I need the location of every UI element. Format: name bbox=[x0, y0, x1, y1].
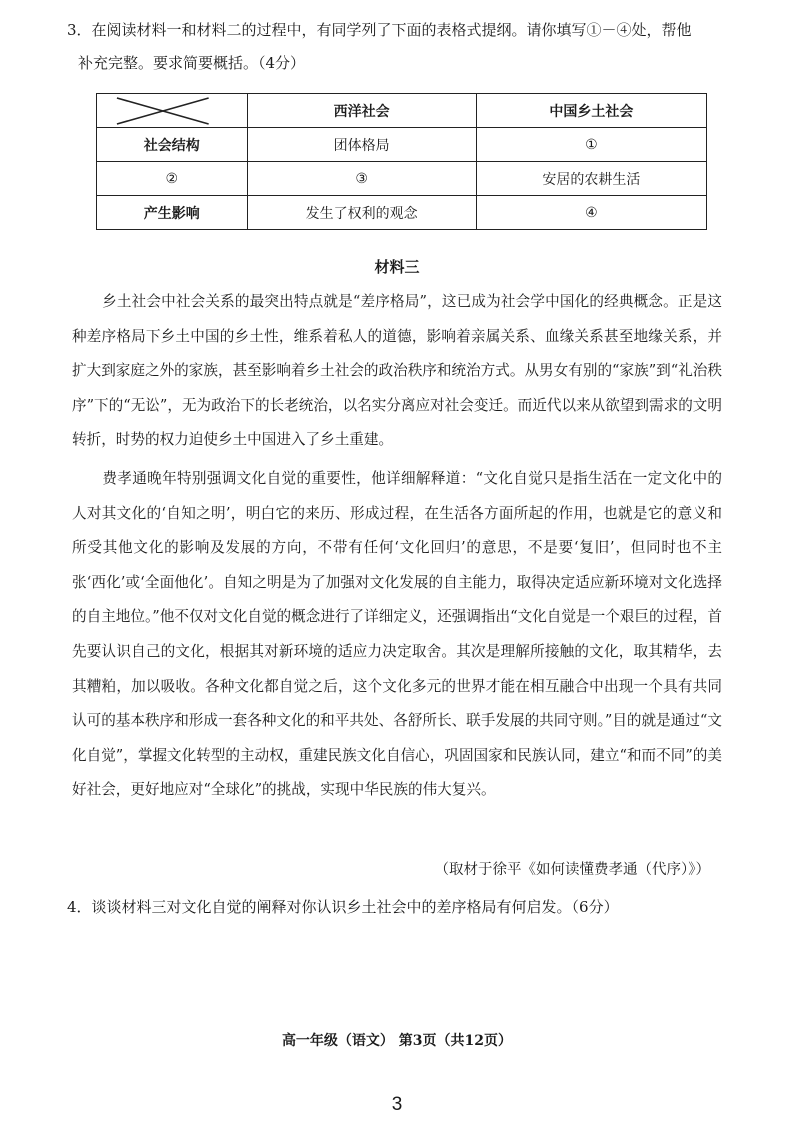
material-3-paragraph-1 bbox=[72, 285, 722, 458]
table-row bbox=[97, 196, 707, 230]
table-header-row bbox=[97, 94, 707, 128]
diagonal-cross-icon bbox=[97, 94, 247, 127]
page-footer: 高一年级（语文） 第3页（共12页） bbox=[281, 1033, 513, 1049]
question-3 bbox=[67, 14, 727, 80]
table-cell-blank-3: ③ bbox=[247, 162, 476, 196]
paragraph-1-text: 乡土社会中社会关系的最突出特点就是“差序格局”，这已成为社会学中国化的经典概念。正是这种差序格局下乡土中国的乡土性，维系着私人的道德，影响着亲属关系、血缘关系甚至地缘关系，并扩大到家庭之外的家族，甚至影响着乡土社会的政治秩序和统治方式。从男女有别的“家族”到“礼治秩序”下的“无讼”，无为政治下的长老统治，以名实分离应对社会变迁。而近代以来从欲望到需求的文明转折，时势的权力迫使乡土中国进入了乡土重建。 bbox=[72, 293, 722, 449]
paragraph-2-text: 费孝通晚年特别强调文化自觉的重要性，他详细解释道：“文化自觉只是指生活在一定文化中的人对其文化的‘自知之明’，明白它的来历、形成过程，在生活各方面所起的作用，也就是它的意义和所受其他文化的影响及发展的方向，不带有任何‘文化回归’的意思，不是要‘复旧’，但同时也不主张‘西化’或‘全面他化’。自知之明是为了加强对文化发展的自主能力，取得决定适应新环境对文化选择的自主地位。”他不仅对文化自觉的概念进行了详细定义，还强调指出“文化自觉是一个艰巨的过程，首先要认识自己的文化，根据其对新环境的适应力决定取舍。其次是理解所接触的文化，取其精华，去其糟粕，加以吸收。各种文化都自觉之后，这个文化多元的世界才能在相互融合中出现一个具有共同认可的基本秩序和形成一套各种文化的和平共处、各舒所长、联手发展的共同守则。”目的就是通过“文化自觉”，掌握文化转型的主动权，重建民族文化自信心，巩固国家和民族认同，建立“和而不同”的美好社会，更好地应对“全球化”的挑战，实现中华民族的伟大复兴。 bbox=[72, 470, 722, 799]
table-cell-blank-4: ④ bbox=[476, 196, 706, 230]
header-western-society: 西洋社会 bbox=[247, 94, 476, 128]
table-row bbox=[97, 128, 707, 162]
material-3-paragraph-2 bbox=[72, 462, 722, 808]
outline-table bbox=[96, 93, 707, 230]
material-3-title: 材料三 bbox=[374, 258, 420, 276]
row-label-blank-2: ② bbox=[97, 162, 248, 196]
page-number: 3 bbox=[391, 1094, 403, 1115]
question-3-line-1: 3．在阅读材料一和材料二的过程中，有同学列了下面的表格式提纲。请你填写①－④处，帮他 bbox=[67, 21, 692, 39]
material-3-source: （取材于徐平《如何读懂费孝通（代序）》） bbox=[434, 862, 710, 878]
table-corner-cell bbox=[97, 94, 248, 128]
question-4: 4．谈谈材料三对文化自觉的阐释对你认识乡土社会中的差序格局有何启发。（6分） bbox=[67, 898, 619, 916]
table-cell: 团体格局 bbox=[247, 128, 476, 162]
row-label: 社会结构 bbox=[97, 128, 248, 162]
table-cell: 发生了权利的观念 bbox=[247, 196, 476, 230]
table-cell: 安居的农耕生活 bbox=[476, 162, 706, 196]
table-row bbox=[97, 162, 707, 196]
row-label: 产生影响 bbox=[97, 196, 248, 230]
table-cell-blank-1: ① bbox=[476, 128, 706, 162]
question-3-line-2: 补充完整。要求简要概括。（4分） bbox=[78, 54, 306, 72]
header-chinese-rural-society: 中国乡土社会 bbox=[476, 94, 706, 128]
